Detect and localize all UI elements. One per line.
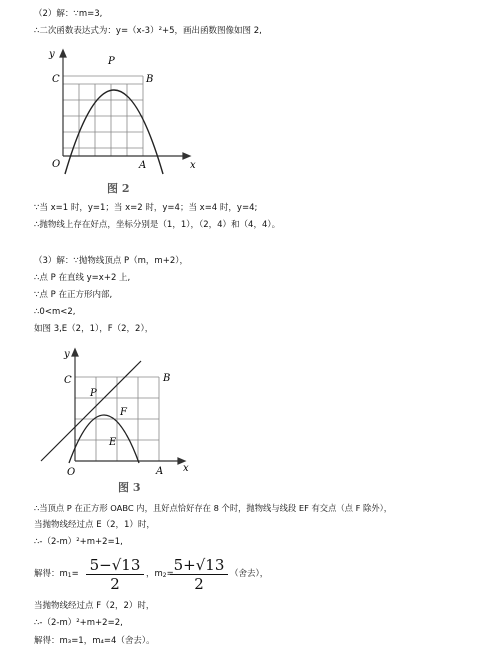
figure-3-origin-label: O [67, 467, 76, 478]
figure-3-point-e: E [109, 437, 117, 448]
solve-subscript-2: 2 [162, 572, 167, 579]
figure-3-axes [72, 349, 185, 464]
figure-3 [33, 343, 208, 495]
part3-line-4: 如图 3,E（2，1），F（2，2）， [34, 324, 154, 334]
part2-header: （2）解：∵m=3, [34, 9, 103, 19]
part3-solution-e [34, 569, 79, 581]
figure-2-point-a: A [139, 160, 147, 171]
part3-case-e: 当抛物线经过点 E（2，1）时， [34, 520, 155, 530]
figure-2-axes [60, 50, 190, 159]
figure-2-point-p: P [108, 56, 115, 67]
figure-2-point-c: C [52, 74, 60, 85]
figure-3-point-c: C [64, 375, 72, 386]
figure-3-caption: 图 3 [118, 481, 141, 494]
part3-case-f: 当抛物线经过点 F（2，2）时， [34, 601, 155, 611]
part3-line-3: ∴0<m<2, [34, 307, 76, 317]
figure-3-point-p: P [90, 388, 97, 399]
figure-2-y-label: y [49, 49, 55, 60]
fraction-m1-denominator: 2 [110, 575, 120, 593]
part3-equation-f: ∴-（2-m）²+m+2=2, [34, 618, 123, 628]
part3-condition: ∴当顶点 P 在正方形 OABC 内，且好点恰好存在 8 个时，抛物线与线段 EF 有交点（点 F 除外）， [34, 503, 393, 513]
figure-3-grid [75, 377, 159, 461]
figure-2-point-b: B [146, 74, 154, 85]
solve-subscript-1: 1 [67, 572, 72, 579]
part3-solution-f: 解得：m₃=1，m₄=4（舍去）。 [34, 636, 155, 646]
figure-3-point-b: B [163, 373, 171, 384]
part3-line-1: ∴点 P 在直线 y=x+2 上, [34, 273, 131, 283]
solve-prefix: 解得：m [34, 569, 68, 579]
figure-3-point-f: F [120, 407, 127, 418]
equals-sign-2: = [166, 569, 174, 579]
separator-m2: ，m [146, 569, 163, 579]
part3-equation-e: ∴-（2-m）²+m+2=1, [34, 537, 123, 547]
figure-2-caption: 图 2 [107, 182, 130, 195]
part2-values: ∵当 x=1 时，y=1；当 x=2 时，y=4；当 x=4 时，y=4; [34, 203, 258, 213]
fraction-m1-numerator: 5−√13 [86, 556, 144, 575]
part2-points: ∴抛物线上存在好点，坐标分别是（1，1），（2，4）和（4，4）。 [34, 220, 281, 230]
figure-3-point-a: A [156, 466, 164, 477]
part2-function-expression: ∴二次函数表达式为：y=（x-3）²+5，画出函数图像如图 2, [34, 26, 262, 36]
reject-note: （舍去）， [230, 569, 269, 579]
fraction-m1 [86, 556, 144, 593]
fraction-m2-denominator: 2 [194, 575, 204, 593]
part3-header: （3）解：∵抛物线顶点 P（m，m+2）， [34, 256, 188, 266]
figure-2 [30, 44, 205, 202]
equals-sign-1: = [71, 569, 79, 579]
part3-line-2: ∵点 P 在正方形内部, [34, 290, 113, 300]
figure-3-x-label: x [183, 463, 189, 474]
figure-2-origin-label: O [52, 159, 61, 170]
figure-2-x-label: x [190, 160, 196, 171]
figure-3-y-label: y [64, 349, 70, 360]
fraction-m2-numerator: 5+√13 [170, 556, 228, 575]
fraction-m2 [170, 556, 228, 593]
